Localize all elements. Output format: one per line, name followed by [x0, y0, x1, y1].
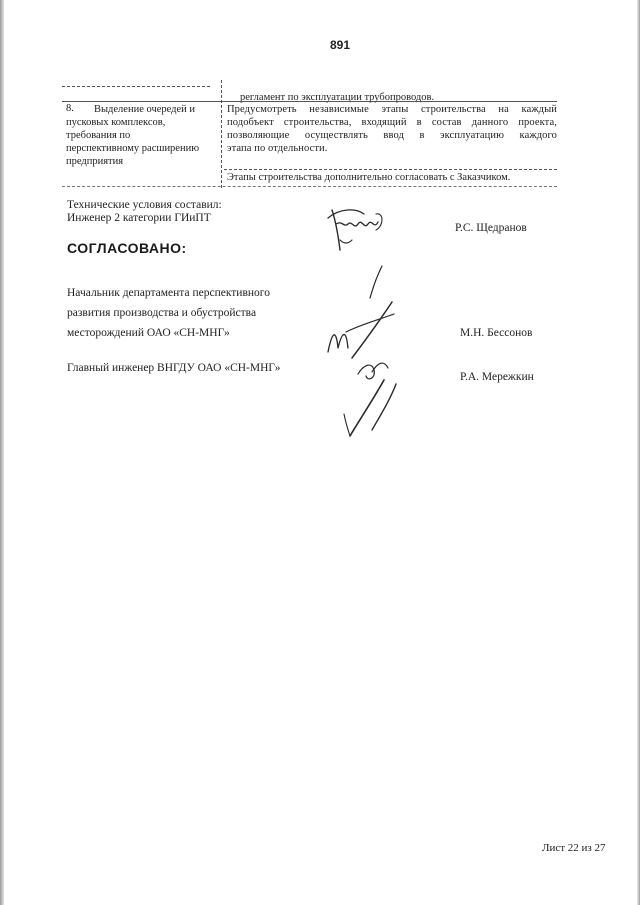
approver1-position-line: развития производства и обустройства: [67, 307, 257, 319]
table-left-line: Выделение очередей и: [94, 104, 196, 115]
approver1-position-line: Начальник департамента перспективного: [67, 287, 270, 299]
compiled-by-label: Технические условия составил:: [67, 199, 222, 211]
table-left-line: предприятия: [66, 156, 124, 167]
compiled-by-name: Р.С. Щедранов: [455, 222, 527, 234]
table-left-line: перспективному расширению: [66, 143, 200, 154]
signature-bessonov: [322, 262, 412, 362]
approval-heading: СОГЛАСОВАНО:: [67, 240, 187, 256]
approver2-position: Главный инженер ВНГДУ ОАО «СН-МНГ»: [67, 362, 281, 374]
table-right-line: позволяющие осуществлять ввод в эксплуатацию каждого: [227, 130, 557, 141]
table-row-right-cell: [227, 103, 557, 155]
compiled-by-position: Инженер 2 категории ГИиПТ: [67, 212, 211, 224]
sheet-label: Лист 22 из 27: [542, 842, 606, 854]
table-right-tail: Этапы строительства дополнительно согласовать с Заказчиком.: [227, 172, 511, 183]
page-number: 891: [329, 38, 351, 52]
table-right-line: этапа по отдельности.: [227, 143, 328, 154]
table-left-line: пусковых комплексов,: [66, 117, 166, 128]
table-left-line: требования по: [66, 130, 131, 141]
table-row-divider: [62, 101, 557, 102]
table-row-number: 8.: [66, 103, 74, 114]
table-bottom-rule: [62, 186, 557, 187]
table-row-left-cell: [66, 103, 216, 168]
scan-edge-left: [0, 0, 4, 905]
approver2-name: Р.А. Мережкин: [460, 371, 534, 383]
table-column-divider: [221, 80, 222, 188]
table-top-rule: [62, 86, 210, 87]
approver1-name: М.Н. Бессонов: [460, 327, 533, 339]
approver1-position: [67, 283, 270, 343]
table-continued-text: регламент по эксплуатации трубопроводов.: [240, 92, 435, 103]
compiled-by-block: [67, 199, 222, 225]
table-right-line: подобъект строительства, входящий в состав данного проекта,: [227, 117, 557, 128]
approver1-position-line: месторождений ОАО «СН-МНГ»: [67, 327, 230, 339]
table-right-line: Предусмотреть независимые этапы строительства на каждый: [227, 104, 557, 115]
signature-merezhkin: [338, 350, 418, 440]
table-inner-rule: [224, 169, 557, 170]
signature-shchedranov: [318, 200, 398, 260]
